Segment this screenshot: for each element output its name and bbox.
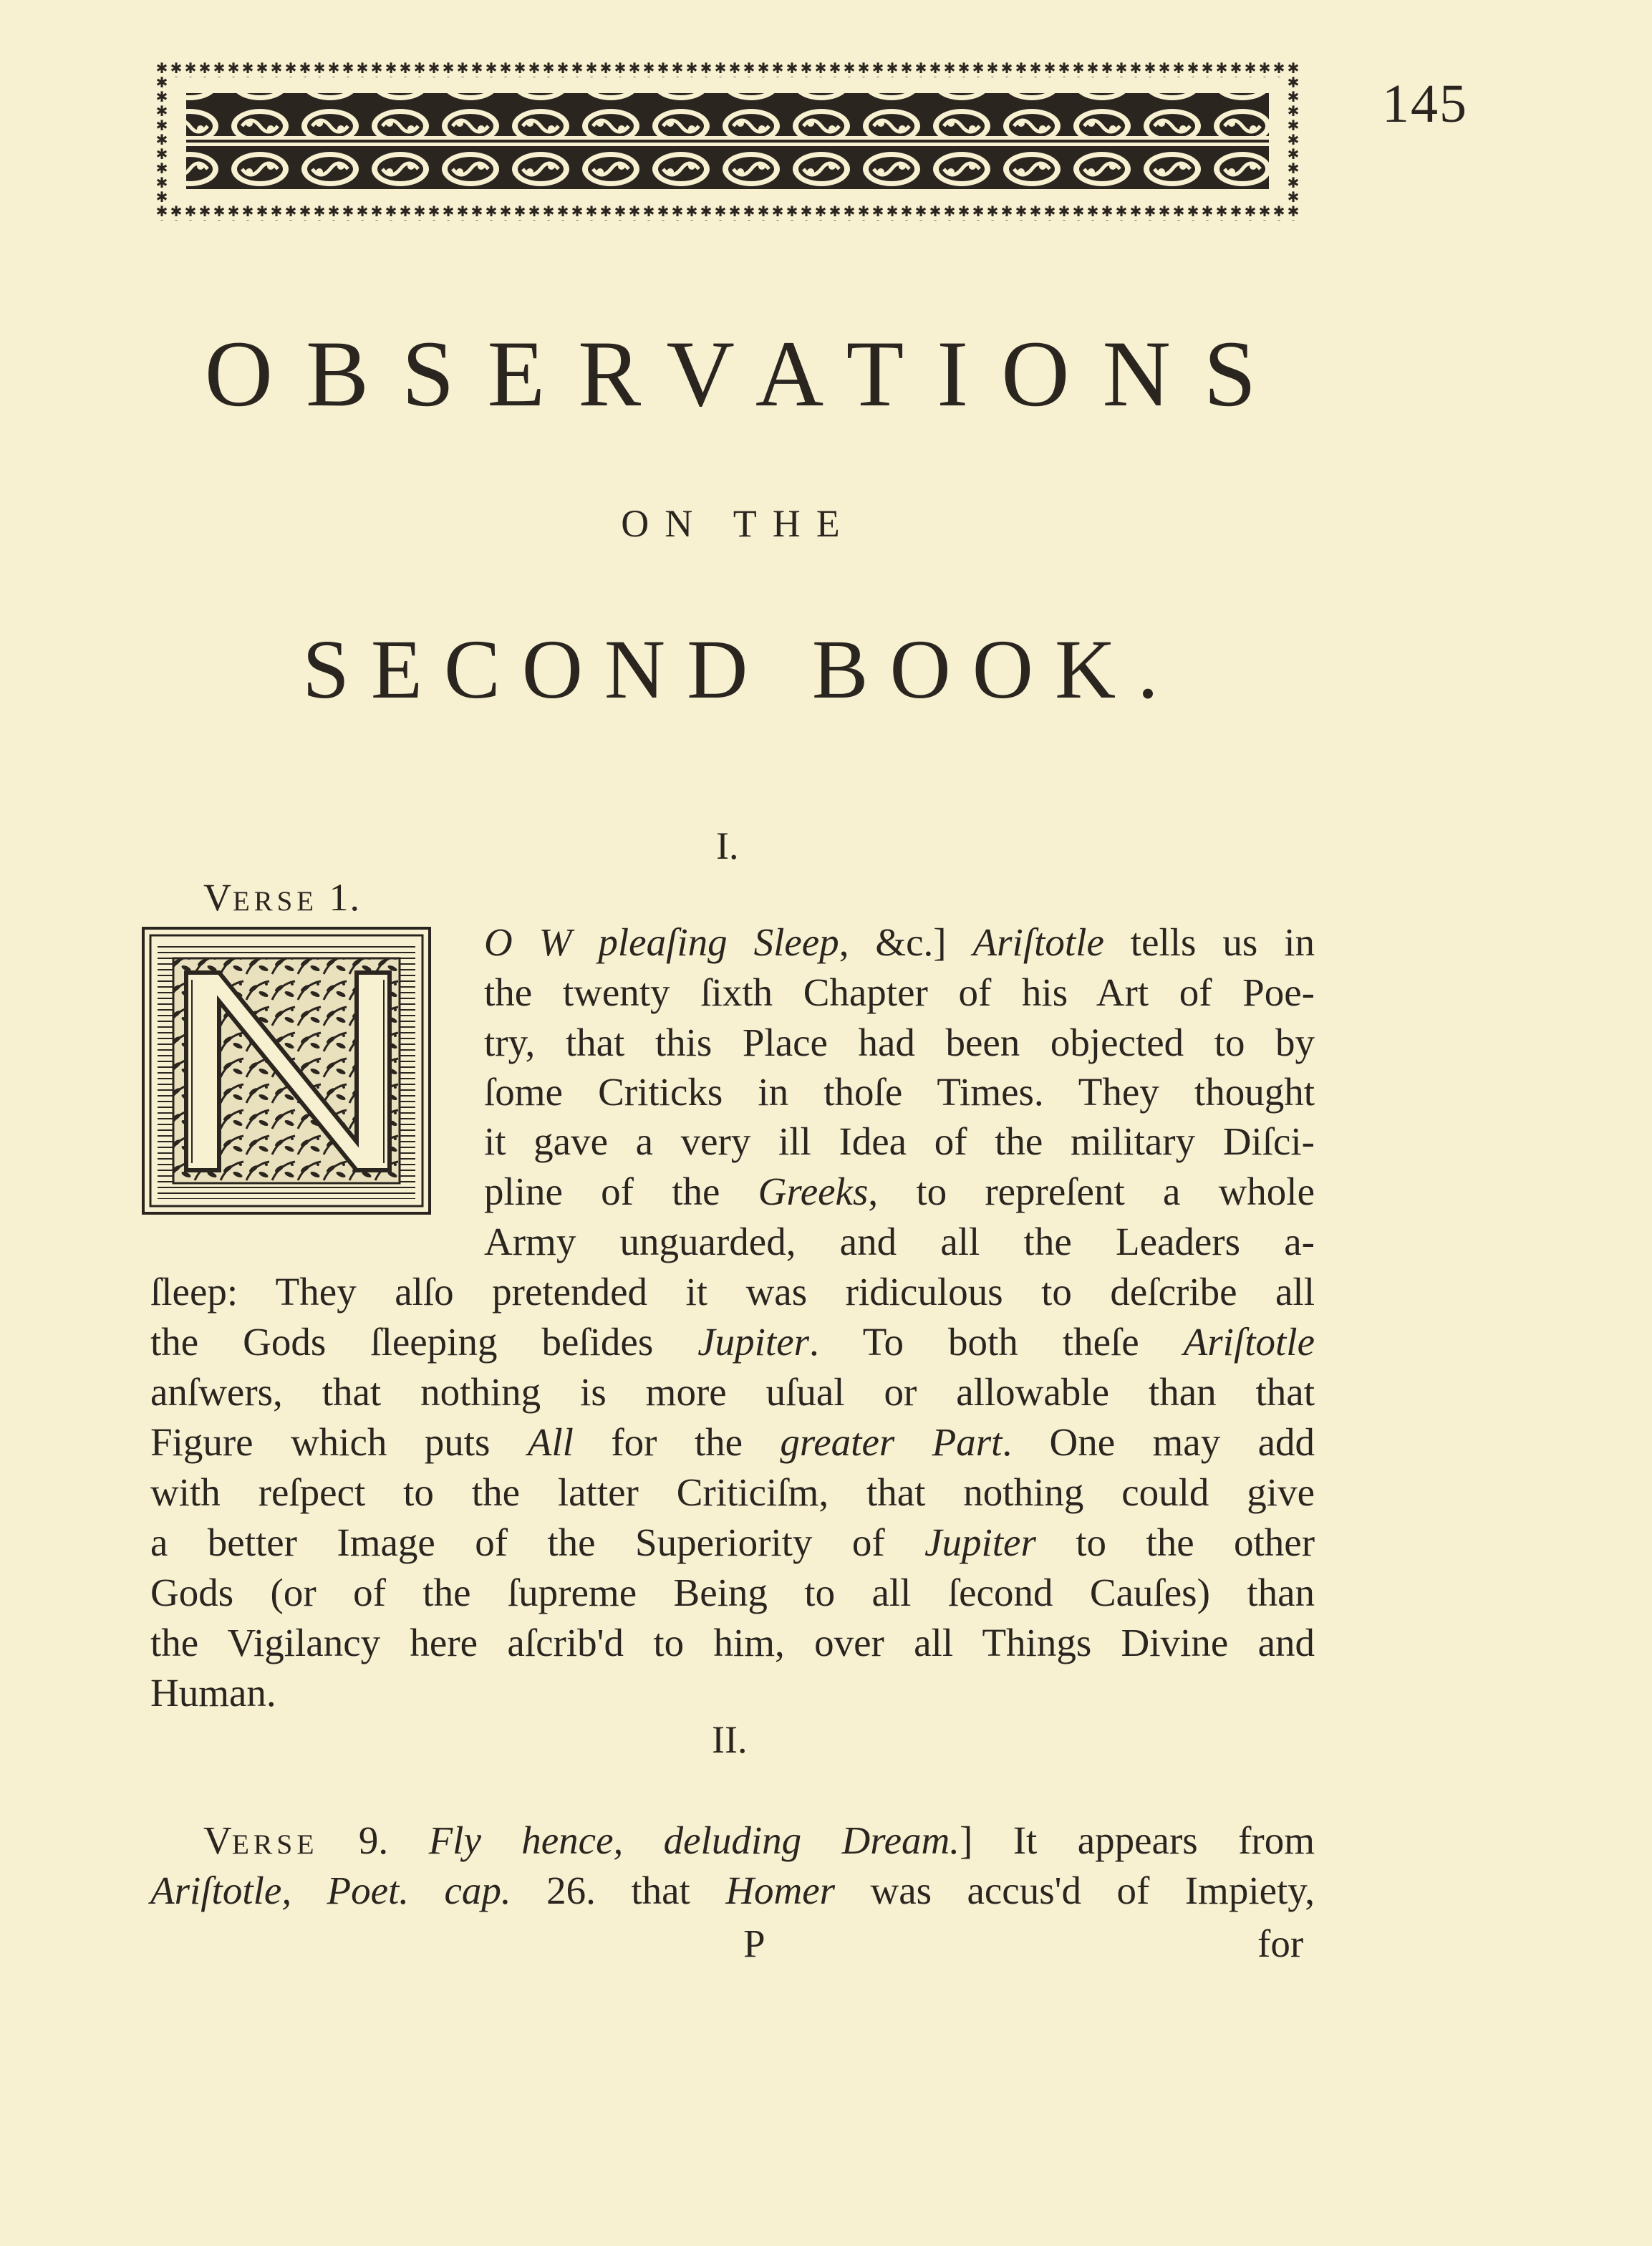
italic-name: Ariſtotle <box>1183 1320 1315 1364</box>
text-span: Human. <box>150 1671 276 1715</box>
italic-citation: Ariſtotle, Poet. cap. <box>150 1869 511 1912</box>
italic-name: Ariſtotle <box>972 920 1104 964</box>
text-span: , &c.] <box>839 920 973 964</box>
text-span: for the <box>573 1420 781 1464</box>
text-span: pline of the <box>484 1170 758 1213</box>
italic-name: Homer <box>725 1869 836 1912</box>
text-span: Gods (or of the ſupreme Being to all ſecond Cauſes) than <box>150 1571 1315 1614</box>
text-span: . One may add <box>1002 1420 1315 1464</box>
text-span: ] It appears from <box>960 1818 1315 1862</box>
text-span: . To both theſe <box>809 1320 1184 1364</box>
text-line <box>150 1422 1315 1462</box>
text-span: was accus'd of Impiety, <box>835 1869 1315 1912</box>
text-line <box>150 1871 1315 1910</box>
text-span: ſleep: They alſo pretended it was ridiculous to deſcribe all <box>150 1270 1315 1314</box>
text-line <box>484 1119 1315 1163</box>
text-line <box>484 1172 1315 1211</box>
italic-name: greater Part <box>780 1420 1003 1464</box>
decorated-initial-n <box>142 927 431 1215</box>
text-line <box>150 1520 1315 1564</box>
text-line <box>150 1320 1315 1364</box>
section-numeral-1: I. <box>716 824 739 867</box>
signature-mark: P <box>743 1922 765 1965</box>
verse-label-9: VERSE 9. <box>203 1818 429 1862</box>
text-line <box>484 1072 1315 1112</box>
text-span: anſwers, that nothing is more uſual or allowable than that <box>150 1370 1315 1414</box>
text-line <box>203 1818 1315 1862</box>
text-span: tells us in <box>1103 920 1315 964</box>
text-line <box>150 1270 1315 1314</box>
text-span: Army unguarded, and all the Leaders a- <box>484 1220 1315 1263</box>
text-line <box>484 1023 1315 1062</box>
title-on-the: ON THE <box>621 502 856 545</box>
text-span: the Vigilancy here aſcrib'd to him, over all Things Divine and <box>150 1621 1315 1664</box>
text-span: try, that this Place had been objected to by <box>484 1021 1315 1064</box>
text-span: with reſpect to the latter Criticiſm, that nothing could give <box>150 1470 1315 1514</box>
italic-name: All <box>527 1420 574 1464</box>
italic-name: Jupiter <box>924 1520 1036 1564</box>
text-line <box>150 1671 1315 1715</box>
text-line <box>150 1573 1315 1612</box>
text-line <box>150 1372 1315 1412</box>
text-span: , to repreſent a whole <box>868 1170 1315 1213</box>
text-line <box>484 970 1315 1014</box>
lemma-text: Fly hence, deluding Dream. <box>428 1818 960 1862</box>
title-second-book: SECOND BOOK. <box>302 622 1180 716</box>
headpiece-ornament <box>155 62 1300 221</box>
italic-name: Jupiter <box>697 1320 810 1364</box>
text-span: it gave a very ill Idea of the military Diſci- <box>484 1119 1315 1163</box>
text-line <box>150 1623 1315 1662</box>
text-line <box>150 1470 1315 1514</box>
text-line <box>484 922 1315 962</box>
text-span: 26. that <box>511 1869 726 1912</box>
text-span: a better Image of the Superiority of <box>150 1520 925 1564</box>
lemma-opening: O W <box>484 920 599 964</box>
section-numeral-2: II. <box>712 1718 748 1761</box>
text-line <box>484 1222 1315 1261</box>
text-span: to the other <box>1035 1520 1315 1564</box>
page-number: 145 <box>1382 74 1468 134</box>
italic-name: Greeks <box>758 1170 869 1213</box>
text-span: the twenty ſixth Chapter of his Art of Poe- <box>484 970 1315 1014</box>
text-span: Figure which puts <box>150 1420 528 1464</box>
text-span: the Gods ſleeping beſides <box>150 1320 698 1364</box>
title-observations: OBSERVATIONS <box>204 321 1290 426</box>
text-span: ſome Criticks in thoſe Times. They thought <box>484 1070 1315 1114</box>
verse-label-1: VERSE 1. <box>203 876 362 919</box>
lemma-text: pleaſing Sleep <box>598 920 839 964</box>
catchword: for <box>1257 1922 1304 1965</box>
